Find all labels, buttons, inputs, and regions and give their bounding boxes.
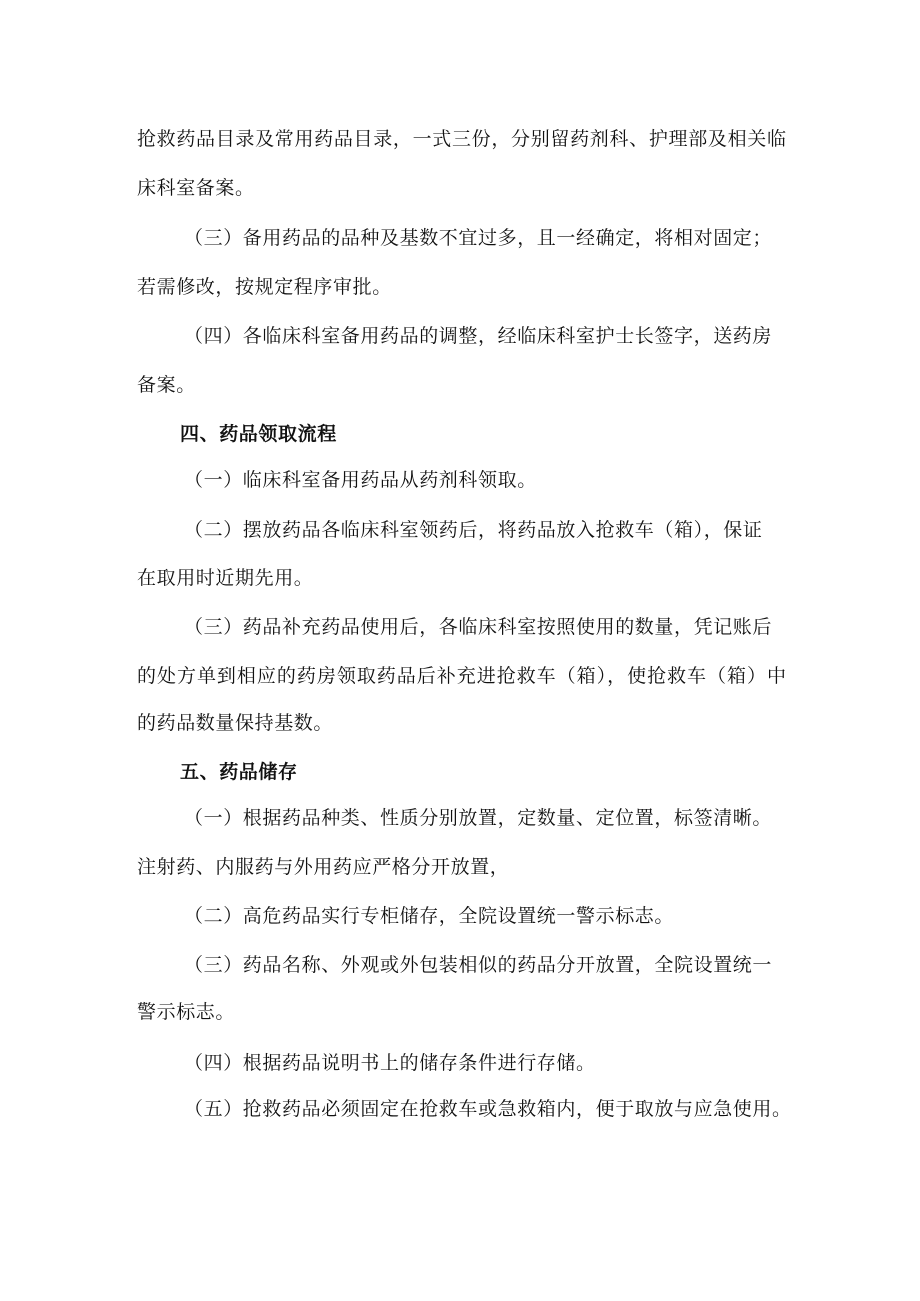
paragraph-line: （二）摆放药品各临床科室领药后，将药品放入抢救车（箱），保证 — [184, 519, 763, 541]
paragraph-line: 的药品数量保持基数。 — [137, 712, 334, 734]
paragraph-line: 在取用时近期先用。 — [137, 567, 314, 589]
paragraph-line: （三）备用药品的品种及基数不宜过多，且一经确定，将相对固定； — [184, 227, 773, 249]
paragraph-line: 床科室备案。 — [137, 177, 255, 199]
paragraph-line: 的处方单到相应的药房领取药品后补充进抢救车（箱），使抢救车（箱）中 — [137, 665, 786, 687]
paragraph-line: （二）高危药品实行专柜储存，全院设置统一警示标志。 — [184, 905, 675, 927]
paragraph-line: 抢救药品目录及常用药品目录，一式三份，分别留药剂科、护理部及相关临 — [137, 128, 786, 150]
paragraph-line: 备案。 — [137, 374, 196, 396]
paragraph-line: 警示标志。 — [137, 1001, 236, 1023]
paragraph-line: （五）抢救药品必须固定在抢救车或急救箱内，便于取放与应急使用。 — [184, 1098, 792, 1120]
section-heading: 四、药品领取流程 — [180, 423, 337, 445]
paragraph-line: （四）各临床科室备用药品的调整，经临床科室护士长签字，送药房 — [184, 325, 773, 347]
paragraph-line: （四）根据药品说明书上的储存条件进行存储。 — [184, 1052, 596, 1074]
section-heading: 五、药品储存 — [180, 761, 298, 783]
paragraph-line: （一）根据药品种类、性质分别放置，定数量、定位置，标签清晰。 — [184, 807, 773, 829]
paragraph-line: （一）临床科室备用药品从药剂科领取。 — [184, 469, 537, 491]
paragraph-line: （三）药品补充药品使用后，各临床科室按照使用的数量，凭记账后 — [184, 616, 773, 638]
paragraph-line: （三）药品名称、外观或外包装相似的药品分开放置，全院设置统一 — [184, 954, 773, 976]
paragraph-line: 若需修改，按规定程序审批。 — [137, 276, 392, 298]
paragraph-line: 注射药、内服药与外用药应严格分开放置， — [137, 856, 510, 878]
